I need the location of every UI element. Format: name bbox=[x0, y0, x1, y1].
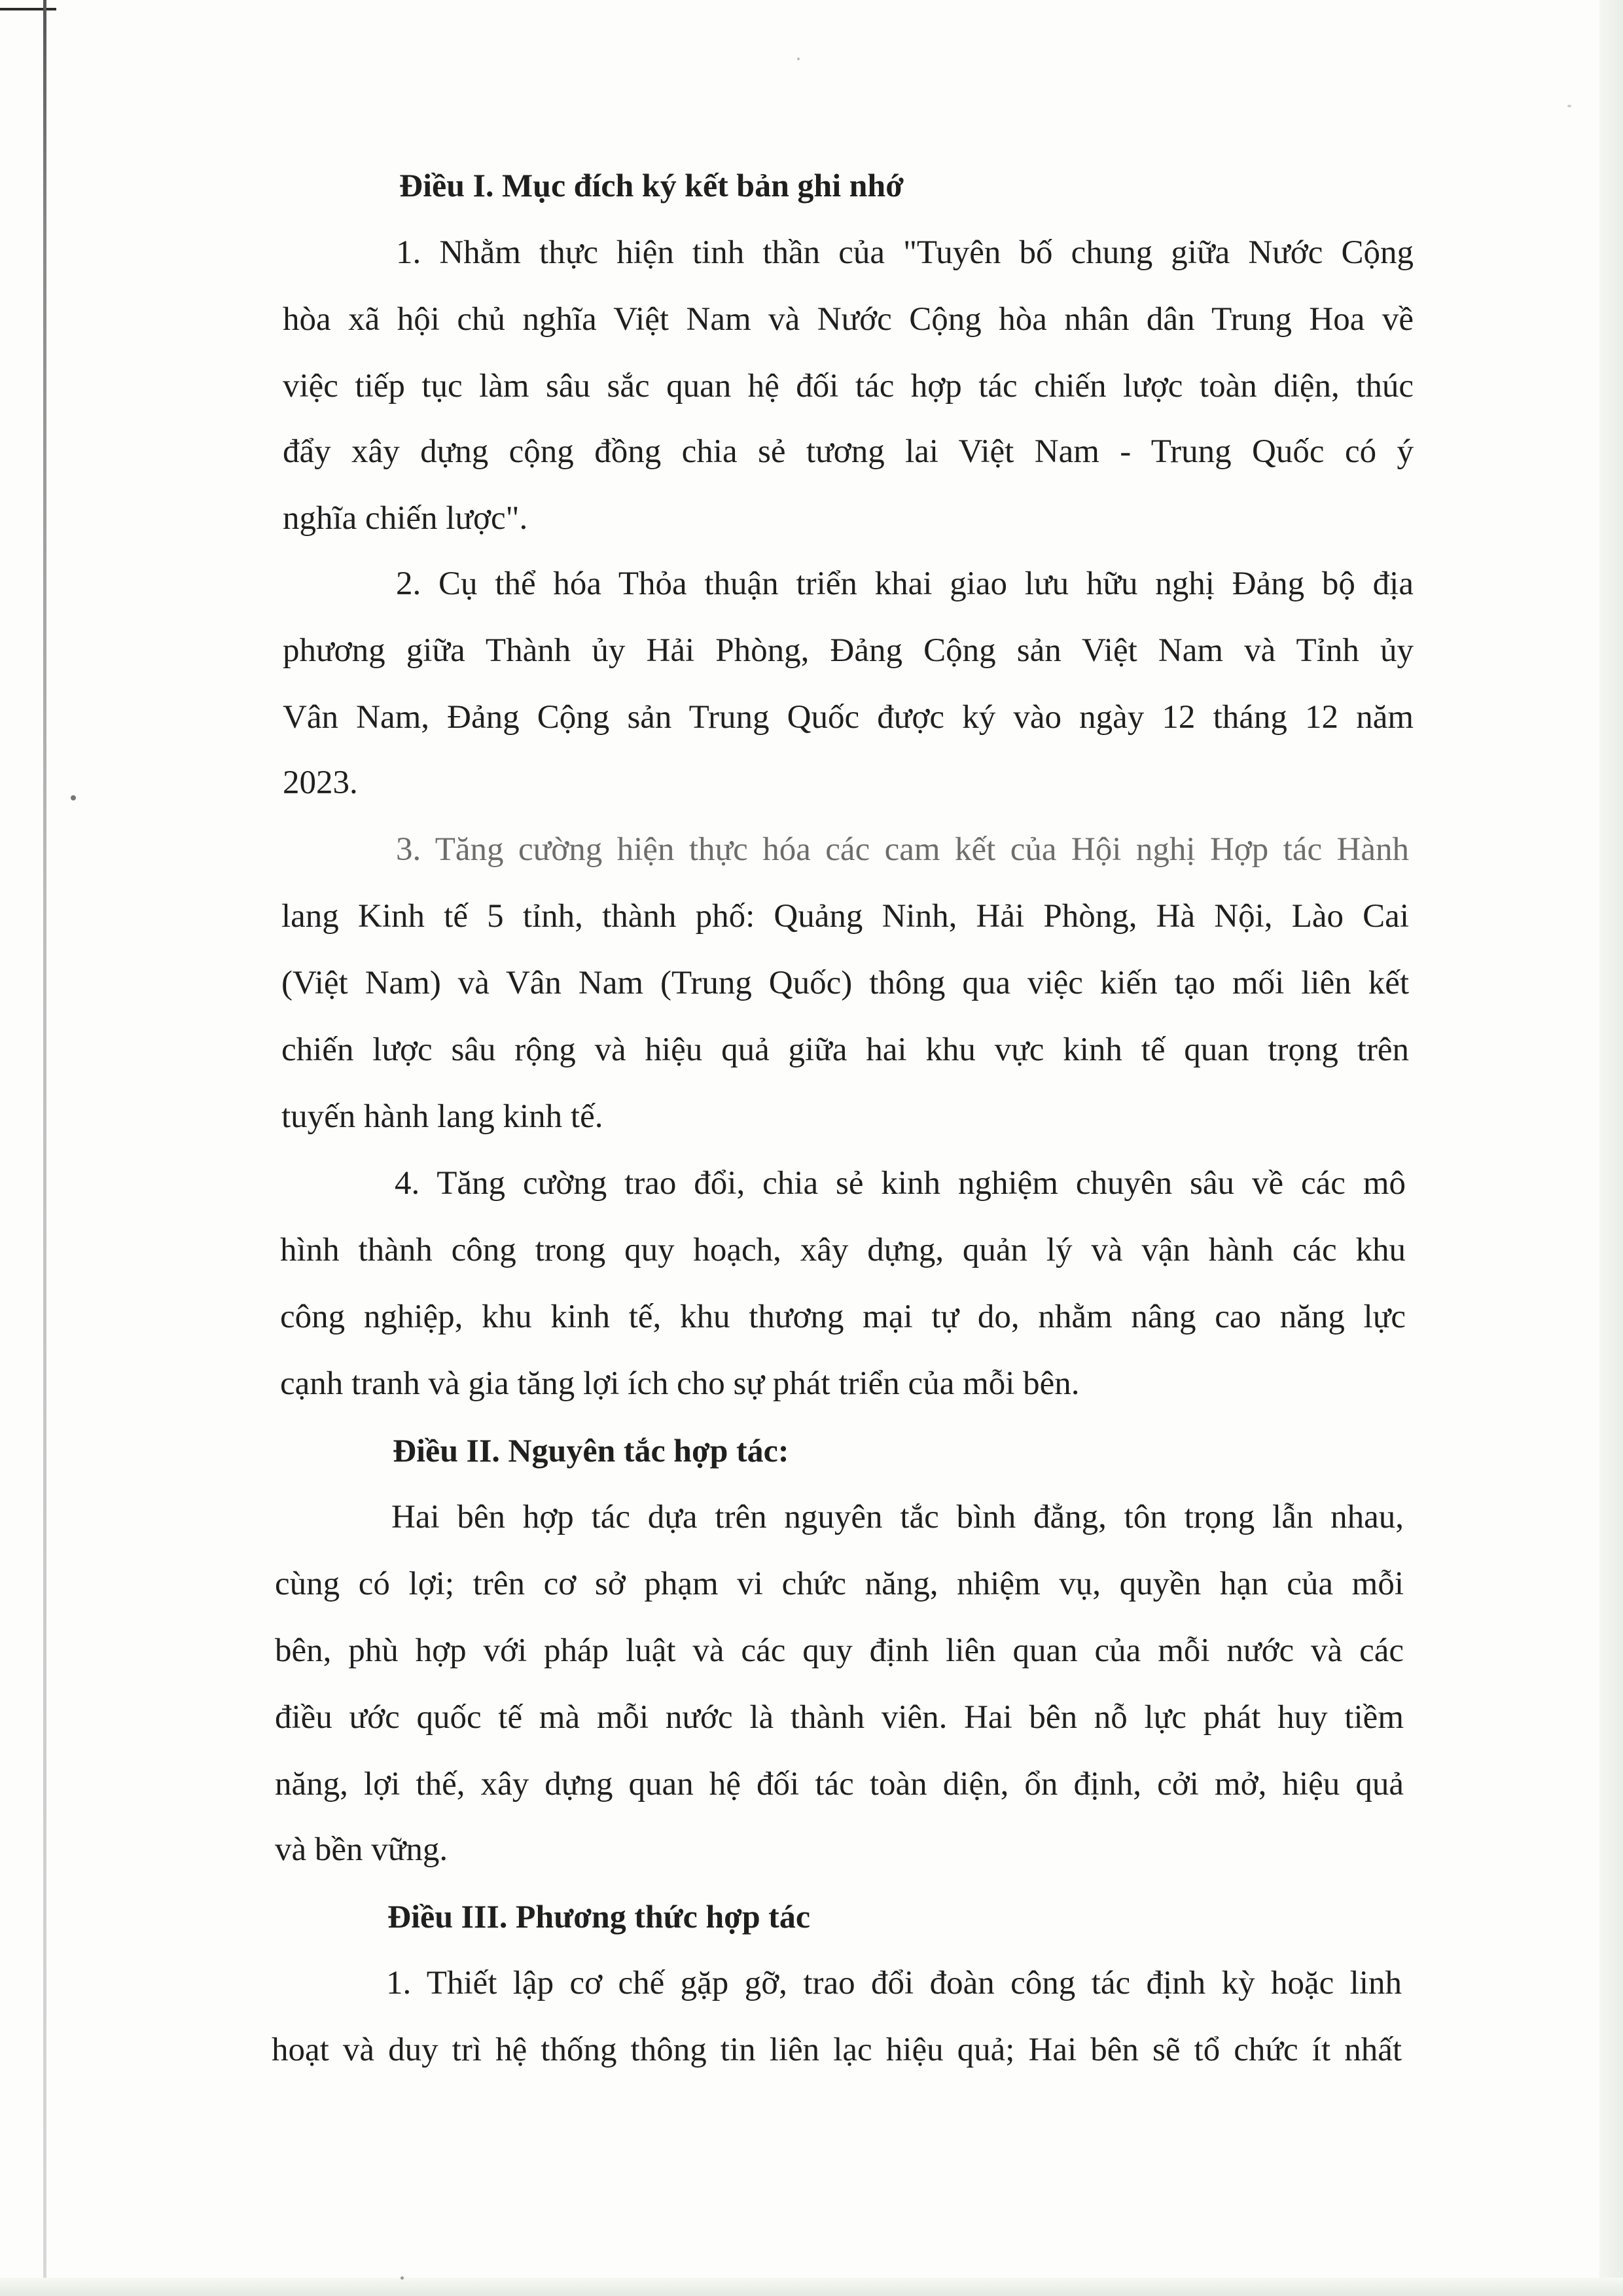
article-2-paragraph-line: và bền vững. bbox=[275, 1831, 448, 1868]
article-1-item-1-line: đẩy xây dựng cộng đồng chia sẻ tương lai Việt Nam - Trung Quốc có ý bbox=[283, 433, 1414, 470]
article-1-item-4-line: công nghiệp, khu kinh tế, khu thương mại tự do, nhằm nâng cao năng lực bbox=[280, 1299, 1406, 1335]
article-2-paragraph-line: cùng có lợi; trên cơ sở phạm vi chức năng, nhiệm vụ, quyền hạn của mỗi bbox=[275, 1566, 1404, 1602]
article-1-item-3-line: lang Kinh tế 5 tỉnh, thành phố: Quảng Ninh, Hải Phòng, Hà Nội, Lào Cai bbox=[281, 898, 1409, 935]
article-1-heading: Điều I. Mục đích ký kết bản ghi nhớ bbox=[399, 167, 904, 204]
article-1-item-3-line: tuyến hành lang kinh tế. bbox=[281, 1098, 603, 1135]
article-1-item-1-line: nghĩa chiến lược". bbox=[283, 500, 528, 537]
article-1-item-3-line: (Việt Nam) và Vân Nam (Trung Quốc) thông qua việc kiến tạo mối liên kết bbox=[281, 965, 1409, 1001]
article-1-item-4-line: hình thành công trong quy hoạch, xây dựng, quản lý và vận hành các khu bbox=[280, 1232, 1406, 1268]
article-1-item-3-line: 3. Tăng cường hiện thực hóa các cam kết của Hội nghị Hợp tác Hành bbox=[396, 831, 1409, 868]
article-2-paragraph-line: Hai bên hợp tác dựa trên nguyên tắc bình đẳng, tôn trọng lẫn nhau, bbox=[391, 1499, 1404, 1535]
article-1-item-1-line: việc tiếp tục làm sâu sắc quan hệ đối tác hợp tác chiến lược toàn diện, thúc bbox=[283, 368, 1414, 404]
article-3-item-1-line: hoạt và duy trì hệ thống thông tin liên lạc hiệu quả; Hai bên sẽ tổ chức ít nhất bbox=[272, 2032, 1402, 2068]
article-1-item-2-line: Vân Nam, Đảng Cộng sản Trung Quốc được ký vào ngày 12 tháng 12 năm bbox=[283, 699, 1414, 736]
article-1-item-1-line: 1. Nhằm thực hiện tinh thần của "Tuyên bố chung giữa Nước Cộng bbox=[396, 234, 1414, 271]
article-1-item-4-line: cạnh tranh và gia tăng lợi ích cho sự phát triển của mỗi bên. bbox=[280, 1365, 1080, 1402]
article-2-paragraph-line: điều ước quốc tế mà mỗi nước là thành viên. Hai bên nỗ lực phát huy tiềm bbox=[275, 1699, 1404, 1736]
article-2-paragraph-line: bên, phù hợp với pháp luật và các quy định liên quan của mỗi nước và các bbox=[275, 1632, 1404, 1669]
article-1-item-3-line: chiến lược sâu rộng và hiệu quả giữa hai khu vực kinh tế quan trọng trên bbox=[281, 1031, 1409, 1068]
article-1-item-1-line: hòa xã hội chủ nghĩa Việt Nam và Nước Cộng hòa nhân dân Trung Hoa về bbox=[283, 301, 1414, 338]
article-1-item-2-line: 2. Cụ thể hóa Thỏa thuận triển khai giao lưu hữu nghị Đảng bộ địa bbox=[396, 565, 1414, 602]
article-2-heading: Điều II. Nguyên tắc hợp tác: bbox=[393, 1432, 789, 1469]
article-3-heading: Điều III. Phương thức hợp tác bbox=[387, 1898, 811, 1935]
article-1-item-4-line: 4. Tăng cường trao đổi, chia sẻ kinh nghiệm chuyên sâu về các mô bbox=[395, 1165, 1406, 1202]
article-3-item-1-line: 1. Thiết lập cơ chế gặp gỡ, trao đổi đoàn công tác định kỳ hoặc linh bbox=[386, 1965, 1402, 2001]
article-1-item-2-line: phương giữa Thành ủy Hải Phòng, Đảng Cộng sản Việt Nam và Tỉnh ủy bbox=[283, 632, 1414, 669]
article-1-item-2-line: 2023. bbox=[283, 764, 358, 801]
article-2-paragraph-line: năng, lợi thế, xây dựng quan hệ đối tác toàn diện, ổn định, cởi mở, hiệu quả bbox=[275, 1766, 1404, 1803]
